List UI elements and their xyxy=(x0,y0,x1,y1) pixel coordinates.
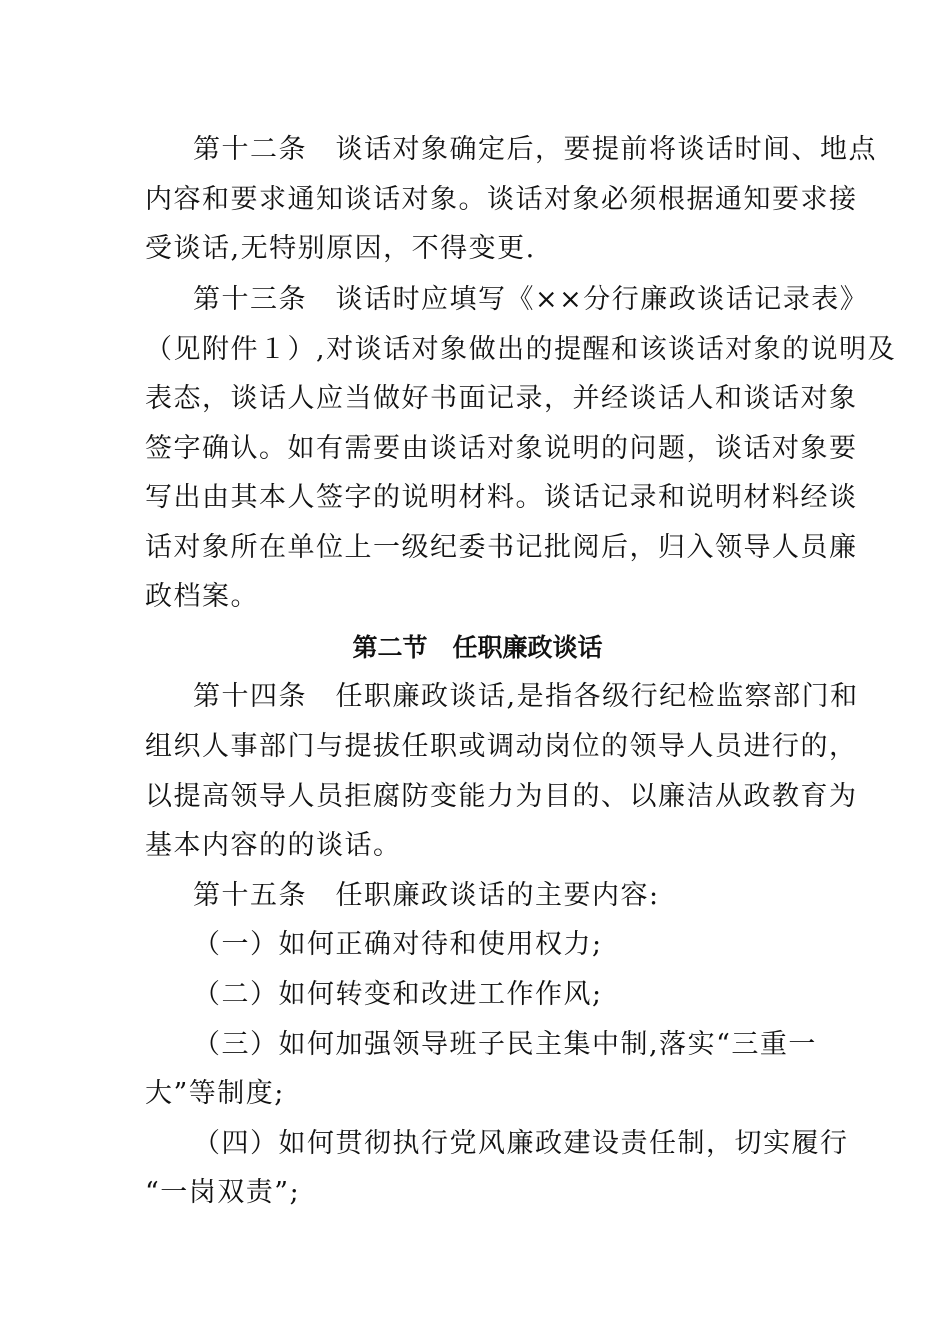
article-13-line-7: 政档案。 xyxy=(145,581,259,612)
article-13-line-1: 第十三条 谈话时应填写《××分行廉政谈话记录表》 xyxy=(193,284,869,315)
article-12-line-2: 内容和要求通知谈话对象。谈话对象必须根据通知要求接 xyxy=(145,184,858,215)
article-14-line-4: 基本内容的的谈话。 xyxy=(145,830,402,861)
article-15-intro: 第十五条 任职廉政谈话的主要内容: xyxy=(193,880,660,911)
article-14-line-3: 以提高领导人员拒腐防变能力为目的、以廉洁从政教育为 xyxy=(145,781,858,812)
article-12-line-1: 第十二条 谈话对象确定后，要提前将谈话时间、地点 xyxy=(193,134,877,165)
article-12-line-3: 受谈话,无特别原因，不得变更. xyxy=(145,233,536,264)
article-13-line-4: 签字确认。如有需要由谈话对象说明的问题，谈话对象要 xyxy=(145,433,858,464)
article-15-item-4-line-1: （四）如何贯彻执行党风廉政建设责任制，切实履行 xyxy=(193,1128,849,1159)
article-15-item-2: （二）如何转变和改进工作作风; xyxy=(193,979,603,1010)
article-14-line-2: 组织人事部门与提拔任职或调动岗位的领导人员进行的， xyxy=(145,731,858,762)
article-13-line-5: 写出由其本人签字的说明材料。谈话记录和说明材料经谈 xyxy=(145,482,858,513)
article-13-line-3: 表态，谈话人应当做好书面记录，并经谈话人和谈话对象 xyxy=(145,383,858,414)
article-15-item-1: （一）如何正确对待和使用权力; xyxy=(193,929,603,960)
article-13-line-6: 话对象所在单位上一级纪委书记批阅后，归入领导人员廉 xyxy=(145,532,858,563)
article-15-item-3-line-1: （三）如何加强领导班子民主集中制,落实“三重一 xyxy=(193,1029,817,1060)
article-14-line-1: 第十四条 任职廉政谈话,是指各级行纪检监察部门和 xyxy=(193,681,859,712)
article-15-item-4-line-2: “一岗双责”; xyxy=(145,1177,301,1208)
article-13-line-2: （见附件１）,对谈话对象做出的提醒和该谈话对象的说明及 xyxy=(145,334,897,365)
section-heading: 第二节 任职廉政谈话 xyxy=(352,633,603,662)
article-15-item-3-line-2: 大”等制度; xyxy=(145,1078,285,1109)
